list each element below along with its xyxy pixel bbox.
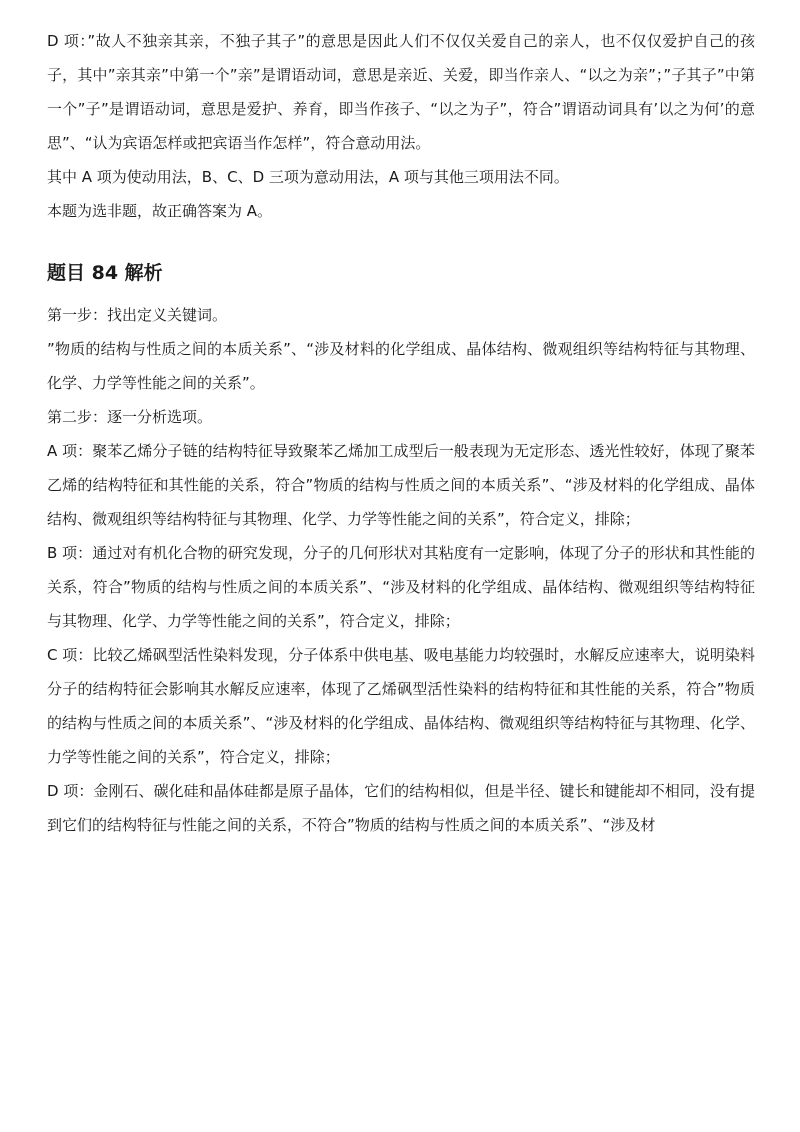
- option-a-analysis: A 项：聚苯乙烯分子链的结构特征导致聚苯乙烯加工成型后一般表现为无定形态、透光性较好，体现了聚苯乙烯的结构特征和其性能的关系，符合”物质的结构与性质之间的本质关系”、“涉及材料的化学组成、晶体结构、微观组织等结构特征与其物理、化学、力学等性能之间的关系”，符合定义，排除；: [47, 442, 755, 528]
- document-page: [47, 24, 755, 842]
- step-two: 第二步：逐一分析选项。: [47, 408, 213, 426]
- option-b-analysis: B 项：通过对有机化合物的研究发现，分子的几何形状对其粘度有一定影响，体现了分子的形状和其性能的关系，符合”物质的结构与性质之间的本质关系”、“涉及材料的化学组成、晶体结构、微观组织等结构特征与其物理、化学、力学等性能之间的关系”，符合定义，排除；: [47, 544, 755, 630]
- summary-line: 其中 A 项为使动用法，B、C、D 三项为意动用法，A 项与其他三项用法不同。: [47, 168, 569, 186]
- option-d-analysis: D 项：金刚石、碳化硅和晶体硅都是原子晶体，它们的结构相似，但是半径、键长和键能却不相同，没有提到它们的结构特征与性能之间的关系，不符合”物质的结构与性质之间的本质关系”、“涉及材: [47, 782, 755, 834]
- option-c-analysis: C 项：比较乙烯砜型活性染料发现，分子体系中供电基、吸电基能力均较强时，水解反应速率大，说明染料分子的结构特征会影响其水解反应速率，体现了乙烯砜型活性染料的结构特征和其性能的关系，符合”物质的结构与性质之间的本质关系”、“涉及材料的化学组成、晶体结构、微观组织等结构特征与其物理、化学、力学等性能之间的关系”，符合定义，排除；: [47, 646, 755, 766]
- option-d-explanation: D 项：”故人不独亲其亲，不独子其子”的意思是因此人们不仅仅关爱自己的亲人，也不仅仅爱护自己的孩子，其中”亲其亲”中第一个”亲”是谓语动词，意思是亲近、关爱，即当作亲人、“以之为亲”；”子其子”中第一个”子”是谓语动词，意思是爱护、养育，即当作孩子、“以之为子”，符合”谓语动词具有’以之为何’的意思”、“认为宾语怎样或把宾语当作怎样”，符合意动用法。: [47, 32, 755, 152]
- section-title: 题目 84 解析: [47, 262, 163, 284]
- step-one: 第一步：找出定义关键词。: [47, 306, 228, 324]
- answer-line: 本题为选非题，故正确答案为 A。: [47, 202, 273, 220]
- definition-keywords: ”物质的结构与性质之间的本质关系”、“涉及材料的化学组成、晶体结构、微观组织等结构特征与其物理、化学、力学等性能之间的关系”。: [47, 340, 755, 392]
